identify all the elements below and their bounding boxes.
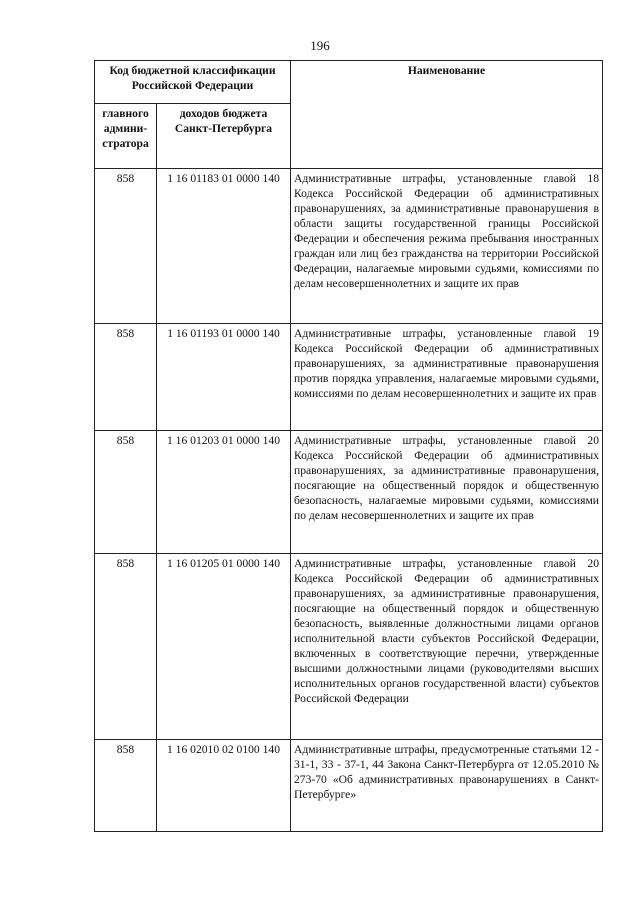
admin-code-cell: 858	[95, 431, 157, 554]
header-name: Наименование	[291, 61, 603, 169]
income-code-cell: 1 16 01203 01 0000 140	[157, 431, 291, 554]
admin-code-cell: 858	[95, 554, 157, 740]
admin-code-cell: 858	[95, 324, 157, 431]
header-main-administrator: главного админи-стратора	[95, 104, 157, 169]
admin-code-cell: 858	[95, 740, 157, 832]
page-number: 196	[310, 38, 330, 53]
income-code-cell: 1 16 01205 01 0000 140	[157, 554, 291, 740]
income-code-cell: 1 16 01193 01 0000 140	[157, 324, 291, 431]
income-code-cell: 1 16 01183 01 0000 140	[157, 169, 291, 324]
description-cell: Административные штрафы, установленные главой 20 Кодекса Российской Федерации об административных правонарушениях, за административные правонарушения, посягающие на общественный порядок и общественную безопасность, выявленные должностными лицами органов исполнительной власти субъектов Российской Федерации, включенных в соответствующие перечни, утвержденные высшими должностными лицами (руководителями высших исполнительных органов государственной власти) субъектов Российской Федерации	[291, 554, 603, 740]
table-row	[95, 169, 603, 324]
description-cell: Административные штрафы, установленные главой 20 Кодекса Российской Федерации об административных правонарушениях, за административные правонарушения, посягающие на общественный порядок и общественную безопасность, налагаемые мировыми судьями, комиссиями по делам несовершеннолетних и защите их прав	[291, 431, 603, 554]
admin-code-cell: 858	[95, 169, 157, 324]
description-cell: Административные штрафы, установленные главой 18 Кодекса Российской Федерации об административных правонарушениях, за административные правонарушения в области защиты государственной границы Российской Федерации и обеспечения режима пребывания иностранных граждан или лиц без гражданства на территории Российской Федерации, налагаемые мировыми судьями, комиссиями по делам несовершеннолетних и защите их прав	[291, 169, 603, 324]
table-row	[95, 324, 603, 431]
budget-classification-table	[94, 60, 603, 832]
table-row	[95, 431, 603, 554]
income-code-cell: 1 16 02010 02 0100 140	[157, 740, 291, 832]
description-cell: Административные штрафы, предусмотренные статьями 12 - 31-1, 33 - 37-1, 44 Закона Санкт-Петербурга от 12.05.2010 № 273-70 «Об административных правонарушениях в Санкт-Петербурге»	[291, 740, 603, 832]
table-row	[95, 554, 603, 740]
description-cell: Административные штрафы, установленные главой 19 Кодекса Российской Федерации об административных правонарушениях, за административные правонарушения против порядка управления, налагаемые мировыми судьями, комиссиями по делам несовершеннолетних и защите их прав	[291, 324, 603, 431]
header-budget-classification: Код бюджетной классификации Российской Федерации	[95, 61, 291, 104]
header-budget-income: доходов бюджета Санкт-Петербурга	[157, 104, 291, 169]
table-row	[95, 740, 603, 832]
